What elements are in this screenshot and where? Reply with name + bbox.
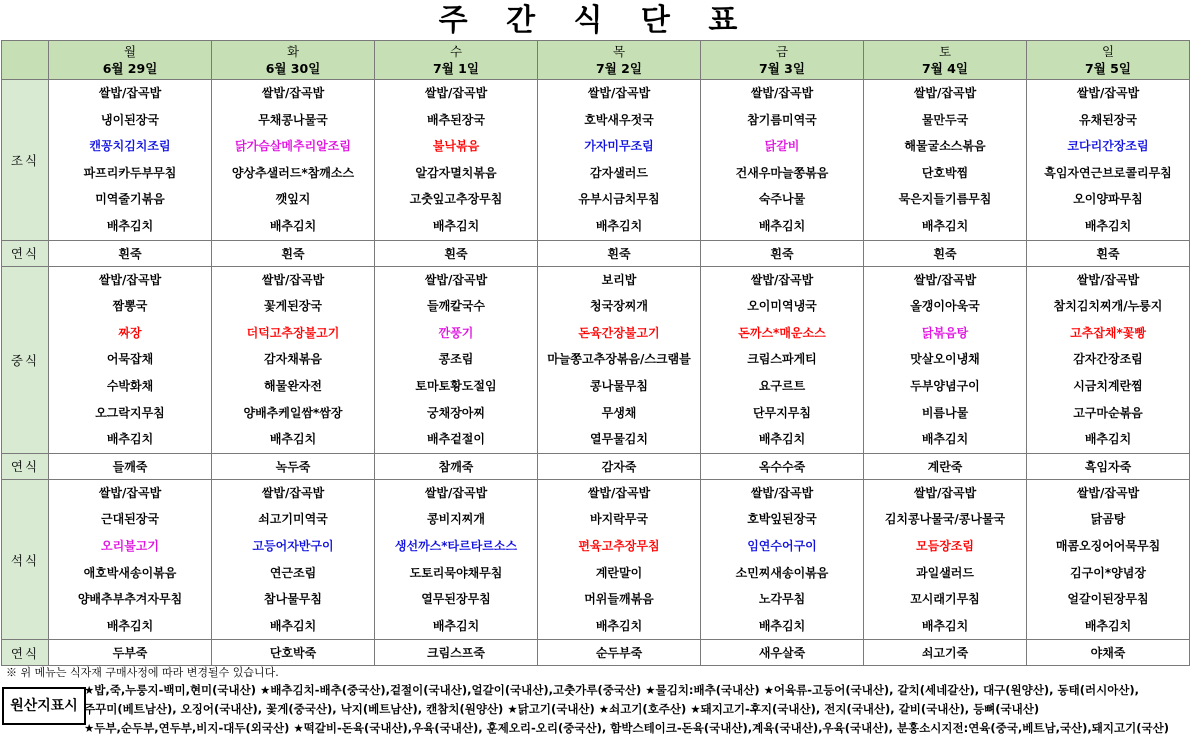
menu-item: 단호박찜 (921, 165, 969, 180)
menu-item: 물만두국 (921, 112, 969, 127)
menu-item: 열무물김치 (590, 432, 648, 447)
menu-item: 콩나물무침 (590, 378, 648, 393)
menu-item: 참치김치찌개/누룽지 (1053, 299, 1163, 314)
menu-cell (49, 479, 212, 640)
menu-item: 쌀밥/잡곡밥 (587, 485, 651, 500)
menu-cell (864, 479, 1027, 640)
menu-item: 얼갈이된장무침 (1067, 592, 1149, 607)
menu-item: 돈육간장불고기 (578, 325, 660, 340)
menu-item: 배추김치 (432, 618, 480, 633)
page-title: 주 간 식 단 표 (438, 3, 752, 38)
menu-item: 수박화채 (106, 378, 154, 393)
menu-item: 배추김치 (758, 432, 806, 447)
meal-label: 중식 (2, 266, 49, 453)
snack-cell: 순두부죽 (538, 640, 701, 666)
day-header (701, 41, 864, 80)
snack-cell: 쇠고기죽 (864, 640, 1027, 666)
menu-item: 건새우마늘쫑볶음 (735, 165, 829, 180)
menu-item: 쌀밥/잡곡밥 (424, 485, 488, 500)
menu-item: 콩조림 (438, 352, 474, 367)
menu-item: 배추김치 (758, 218, 806, 233)
snack-cell: 참깨죽 (375, 453, 538, 479)
day-date: 7월 2일 (596, 61, 642, 76)
menu-item: 양상추샐러드*참깨소스 (231, 165, 355, 180)
menu-change-note: ※ 위 메뉴는 식자재 구매사정에 따라 변경될수 있습니다. (6, 666, 279, 679)
snack-cell: 계란죽 (864, 453, 1027, 479)
menu-item: 닭볶음탕 (921, 325, 969, 340)
menu-item: 감자샐러드 (590, 165, 648, 180)
snack-cell: 크림스프죽 (375, 640, 538, 666)
menu-cell (538, 80, 701, 241)
menu-item: 바지락무국 (590, 512, 648, 527)
menu-item: 크림스파게티 (747, 352, 817, 367)
menu-item: 토마토황도절임 (415, 378, 497, 393)
menu-item: 미역줄기볶음 (95, 192, 165, 207)
menu-item: 청국장찌개 (590, 299, 648, 314)
menu-cell (375, 80, 538, 241)
menu-item: 배추김치 (758, 618, 806, 633)
menu-item: 계란말이 (595, 565, 643, 580)
menu-item: 머위들깨볶음 (584, 592, 654, 607)
menu-item: 쌀밥/잡곡밥 (424, 86, 488, 100)
menu-item: 오이양파무침 (1073, 192, 1143, 207)
menu-item: 쌀밥/잡곡밥 (1076, 272, 1140, 287)
menu-item: 묵은지들기름무침 (898, 192, 992, 207)
menu-item: 쌀밥/잡곡밥 (98, 86, 162, 100)
menu-item: 배추김치 (1084, 218, 1132, 233)
snack-cell: 감자죽 (538, 453, 701, 479)
menu-cell (538, 266, 701, 453)
menu-item: 오그락지무침 (95, 405, 165, 420)
snack-cell: 흰죽 (49, 240, 212, 266)
menu-item: 시금치계란찜 (1073, 378, 1143, 393)
menu-item: 냉이된장국 (101, 112, 159, 127)
menu-item: 무생채 (601, 405, 637, 420)
menu-cell (1027, 266, 1190, 453)
day-header (49, 41, 212, 80)
menu-item: 배추김치 (269, 432, 317, 447)
menu-cell (701, 80, 864, 241)
menu-item: 올갱이아욱국 (910, 299, 980, 314)
menu-item: 닭갈비 (764, 139, 800, 154)
day-header (538, 41, 701, 80)
menu-item: 감자간장조림 (1073, 352, 1143, 367)
menu-item: 열무된장무침 (421, 592, 491, 607)
menu-item: 배추김치 (106, 218, 154, 233)
menu-item: 가자미무조림 (584, 139, 654, 154)
menu-item: 쌀밥/잡곡밥 (750, 272, 814, 287)
menu-item: 매콤오징어어묵무침 (1055, 538, 1161, 553)
menu-item: 고등어자반구이 (252, 538, 334, 553)
menu-item: 쌀밥/잡곡밥 (261, 272, 325, 287)
menu-item: 캔꽁치김치조림 (89, 139, 171, 154)
day-name: 화 (286, 44, 300, 59)
menu-item: 애호박새송이볶음 (83, 565, 177, 580)
menu-item: 불낙볶음 (432, 139, 480, 154)
snack-cell: 야채죽 (1027, 640, 1190, 666)
menu-item: 닭곰탕 (1090, 512, 1126, 527)
snack-cell: 흰죽 (701, 240, 864, 266)
menu-item: 파프리카두부무침 (83, 165, 177, 180)
menu-item: 과일샐러드 (916, 565, 974, 580)
menu-item: 해물굴소스볶음 (904, 139, 986, 154)
menu-item: 꽃게된장국 (264, 299, 322, 314)
menu-cell (212, 479, 375, 640)
day-name: 월 (123, 44, 137, 59)
snack-cell: 두부죽 (49, 640, 212, 666)
menu-item: 쌀밥/잡곡밥 (1076, 86, 1140, 100)
menu-item: 참기름미역국 (747, 112, 817, 127)
menu-item: 쌀밥/잡곡밥 (261, 86, 325, 100)
snack-cell: 흰죽 (212, 240, 375, 266)
menu-item: 단무지무침 (753, 405, 811, 420)
menu-item: 쌀밥/잡곡밥 (587, 86, 651, 100)
menu-item: 배추김치 (269, 218, 317, 233)
menu-cell (701, 479, 864, 640)
menu-item: 오리불고기 (101, 538, 159, 553)
menu-item: 쇠고기미역국 (258, 512, 328, 527)
menu-cell (375, 266, 538, 453)
menu-item: 고구마순볶음 (1073, 405, 1143, 420)
menu-item: 숙주나물 (758, 192, 806, 207)
menu-cell (864, 80, 1027, 241)
snack-cell: 흰죽 (375, 240, 538, 266)
menu-item: 배추된장국 (427, 112, 485, 127)
snack-cell: 들깨죽 (49, 453, 212, 479)
menu-item: 코다리간장조림 (1067, 139, 1149, 154)
origin-line: ★밥,죽,누룽지-백미,현미(국내산) ★배추김치-배추(중국산),겉절이(국내산),얼갈이(국내산),고춧가루(중국산) ★물김치:배추(국내산) ★어육류-고등어(국내산), 갈치(세네갈산), 대구(원양산), 동태(러시아산), (84, 683, 1140, 697)
menu-item: 해물완자전 (264, 378, 322, 393)
menu-item: 궁채장아찌 (427, 405, 485, 420)
origin-label: 원산지표시 (2, 687, 86, 725)
menu-item: 쌀밥/잡곡밥 (913, 485, 977, 500)
menu-item: 쌀밥/잡곡밥 (98, 485, 162, 500)
menu-item: 양배추부추겨자무침 (77, 592, 183, 607)
day-date: 7월 3일 (759, 61, 805, 76)
menu-item: 배추김치 (921, 218, 969, 233)
snack-cell: 단호박죽 (212, 640, 375, 666)
day-header (212, 41, 375, 80)
menu-item: 오이미역냉국 (747, 299, 817, 314)
menu-cell (49, 80, 212, 241)
origin-line: 주꾸미(베트남산), 오징어(국내산), 꽃게(중국산), 낙지(베트남산), 캔참치(원양산) ★닭고기(국내산) ★쇠고기(호주산) ★돼지고기-후지(국내산), 전지(국내산), 갈비(국내산), 등뼈(국내산) (84, 702, 1040, 716)
menu-item: 깐풍기 (438, 325, 474, 340)
menu-item: 고추잡채*꽃빵 (1070, 325, 1146, 340)
menu-item: 비름나물 (921, 405, 969, 420)
menu-item: 배추김치 (921, 618, 969, 633)
snack-cell: 새우살죽 (701, 640, 864, 666)
menu-cell (864, 266, 1027, 453)
weekly-menu-table (1, 40, 1190, 666)
menu-item: 맛살오이냉채 (910, 352, 980, 367)
menu-item: 모듬장조림 (916, 538, 974, 553)
meal-label: 연식 (2, 453, 49, 479)
day-name: 목 (612, 44, 626, 59)
menu-item: 어묵잡채 (106, 352, 154, 367)
menu-item: 쌀밥/잡곡밥 (1076, 485, 1140, 500)
menu-item: 참나물무침 (264, 592, 322, 607)
menu-cell (49, 266, 212, 453)
meal-label: 석식 (2, 479, 49, 640)
menu-cell (1027, 479, 1190, 640)
snack-cell: 녹두죽 (212, 453, 375, 479)
menu-item: 호박잎된장국 (747, 512, 817, 527)
menu-item: 양배추케일쌈*쌈장 (243, 405, 343, 420)
meal-label: 연식 (2, 640, 49, 666)
menu-item: 쌀밥/잡곡밥 (913, 272, 977, 287)
menu-item: 꼬시래기무침 (910, 592, 980, 607)
menu-item: 유부시금치무침 (578, 192, 660, 207)
day-name: 수 (449, 44, 463, 59)
menu-cell (212, 80, 375, 241)
menu-item: 배추김치 (595, 618, 643, 633)
day-date: 6월 30일 (265, 61, 321, 76)
menu-item: 근대된장국 (101, 512, 159, 527)
corner-cell (2, 41, 49, 80)
day-header (864, 41, 1027, 80)
menu-cell (212, 266, 375, 453)
menu-item: 임연수어구이 (747, 538, 817, 553)
menu-item: 김구이*양념장 (1070, 565, 1146, 580)
menu-item: 소민찌새송이볶음 (735, 565, 829, 580)
day-name: 일 (1101, 44, 1115, 59)
menu-item: 편육고추장무침 (578, 538, 660, 553)
menu-item: 배추김치 (1084, 432, 1132, 447)
day-date: 6월 29일 (102, 61, 158, 76)
snack-cell: 흰죽 (864, 240, 1027, 266)
menu-item: 노각무침 (758, 592, 806, 607)
menu-item: 두부양념구이 (910, 378, 980, 393)
menu-item: 닭가슴살메추리알조림 (235, 139, 351, 154)
origin-line: ★두부,순두부,연두부,비지-대두(외국산) ★떡갈비-돈육(국내산),우육(국내산), 훈제오리-오리(중국산), 함박스테이크-돈육(국내산),계육(국내산),우육(국내산), 분홍소시지전:연육(중국,베트남,국산),돼지고기(국산) (84, 721, 1169, 735)
menu-item: 호박새우젓국 (584, 112, 654, 127)
menu-item: 쌀밥/잡곡밥 (913, 86, 977, 100)
meal-label: 연식 (2, 240, 49, 266)
day-date: 7월 1일 (433, 61, 479, 76)
menu-item: 마늘쫑고추장볶음/스크램블 (547, 352, 691, 367)
menu-item: 짜장 (118, 325, 142, 340)
snack-cell: 흰죽 (538, 240, 701, 266)
menu-item: 깻잎지 (275, 192, 311, 207)
menu-item: 쌀밥/잡곡밥 (261, 485, 325, 500)
menu-item: 짬뽕국 (112, 299, 148, 314)
menu-item: 생선까스*타르타르소스 (394, 538, 518, 553)
menu-cell (375, 479, 538, 640)
menu-item: 도토리묵야채무침 (409, 565, 503, 580)
snack-cell: 흑임자죽 (1027, 453, 1190, 479)
menu-item: 배추김치 (921, 432, 969, 447)
menu-item: 알감자멸치볶음 (415, 165, 497, 180)
day-header (375, 41, 538, 80)
menu-item: 고춧잎고추장무침 (409, 192, 503, 207)
menu-item: 배추김치 (106, 618, 154, 633)
menu-item: 무채콩나물국 (258, 112, 328, 127)
snack-cell: 옥수수죽 (701, 453, 864, 479)
menu-item: 유채된장국 (1079, 112, 1137, 127)
menu-cell (1027, 80, 1190, 241)
menu-item: 쌀밥/잡곡밥 (750, 485, 814, 500)
snack-cell: 흰죽 (1027, 240, 1190, 266)
menu-item: 흑임자연근브로콜리무침 (1044, 165, 1172, 180)
menu-cell (538, 479, 701, 640)
day-header (1027, 41, 1190, 80)
menu-item: 들깨칼국수 (427, 299, 485, 314)
menu-item: 연근조림 (269, 565, 317, 580)
day-date: 7월 5일 (1085, 61, 1131, 76)
day-name: 금 (775, 44, 789, 59)
origin-info (84, 681, 1188, 738)
menu-item: 요구르트 (758, 378, 806, 393)
menu-item: 콩비지찌개 (427, 512, 485, 527)
menu-item: 쌀밥/잡곡밥 (750, 86, 814, 100)
menu-item: 배추김치 (106, 432, 154, 447)
menu-item: 돈까스*매운소스 (738, 325, 826, 340)
menu-item: 배추김치 (595, 218, 643, 233)
menu-item: 쌀밥/잡곡밥 (424, 272, 488, 287)
meal-label: 조식 (2, 80, 49, 241)
menu-item: 더덕고추장불고기 (246, 325, 340, 340)
menu-item: 배추겉절이 (427, 432, 485, 447)
menu-item: 쌀밥/잡곡밥 (98, 272, 162, 287)
menu-cell (701, 266, 864, 453)
menu-item: 감자채볶음 (264, 352, 322, 367)
menu-item: 배추김치 (1084, 618, 1132, 633)
menu-item: 배추김치 (269, 618, 317, 633)
menu-item: 배추김치 (432, 218, 480, 233)
menu-item: 김치콩나물국/콩나물국 (884, 512, 1006, 527)
menu-item: 보리밥 (601, 272, 637, 287)
day-name: 토 (938, 44, 952, 59)
day-date: 7월 4일 (922, 61, 968, 76)
